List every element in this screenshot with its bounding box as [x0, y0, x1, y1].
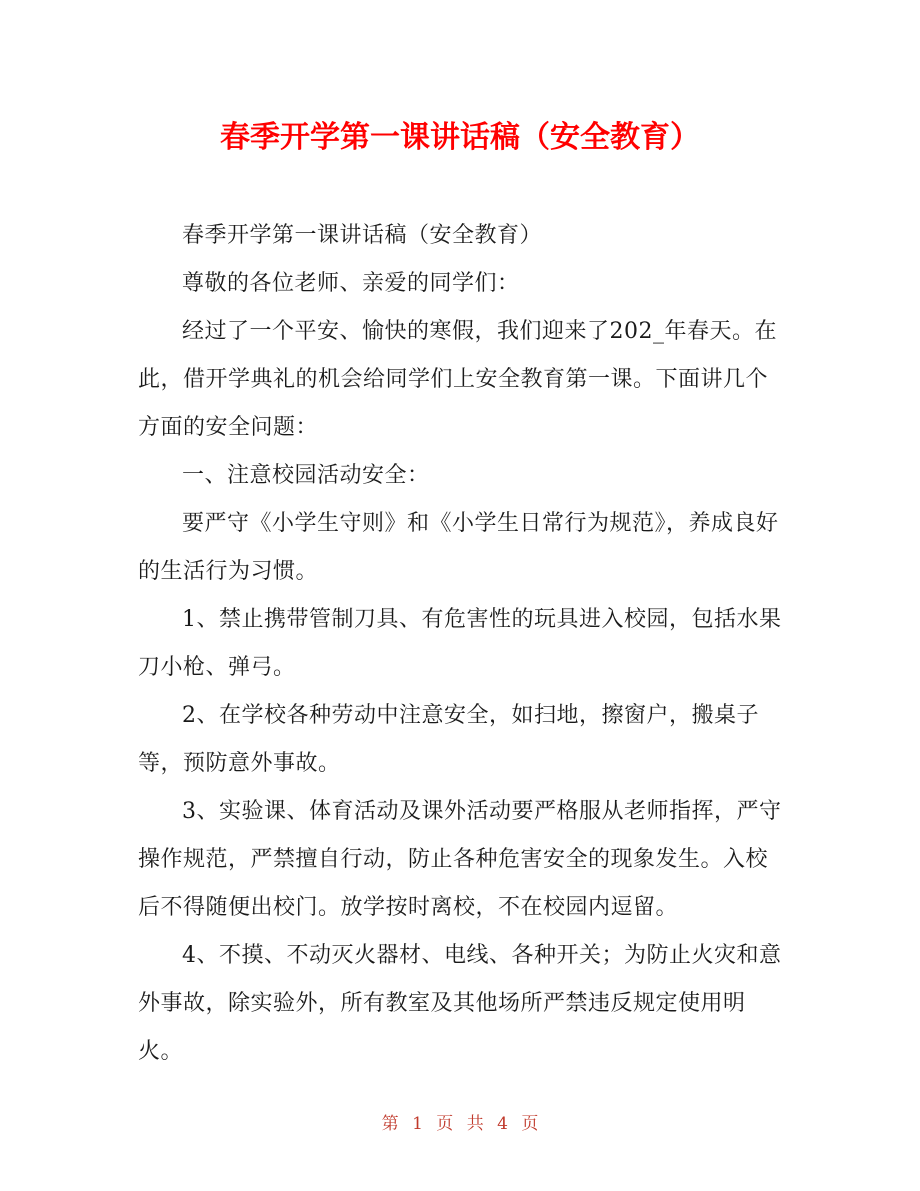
paragraph-section-one: 一、注意校园活动安全：: [182, 463, 430, 488]
footer-suffix: 页: [521, 1114, 539, 1134]
footer-page-unit: 页: [436, 1114, 454, 1134]
footer-prefix: 第: [381, 1114, 399, 1134]
paragraph-rules: 要严守《小学生守则》和《小学生日常行为规范》，养成良好的生活行为习惯。: [138, 511, 779, 584]
footer-current-page: 1: [412, 1114, 423, 1134]
paragraph-item-4: 4、不摸、不动灭火器材、电线、各种开关；为防止火灾和意外事故，除实验外，所有教室及其他场所严禁违反规定使用明火。: [138, 943, 782, 1064]
paragraph-salutation: 尊敬的各位老师、亲爱的同学们：: [182, 271, 520, 296]
document-body: [138, 212, 784, 1076]
paragraph-intro: 经过了一个平安、愉快的寒假，我们迎来了202_年春天。在此，借开学典礼的机会给同学们上安全教育第一课。下面讲几个方面的安全问题：: [138, 319, 777, 440]
paragraph-item-3: 3、实验课、体育活动及课外活动要严格服从老师指挥，严守操作规范，严禁擅自行动，防止各种危害安全的现象发生。入校后不得随便出校门。放学按时离校，不在校园内逗留。: [138, 799, 782, 920]
page-footer: [0, 1110, 920, 1138]
paragraph-item-2: 2、在学校各种劳动中注意安全，如扫地，擦窗户，搬桌子等，预防意外事故。: [138, 703, 759, 776]
footer-total-pages: 4: [497, 1114, 508, 1134]
paragraph-item-1: 1、禁止携带管制刀具、有危害性的玩具进入校园，包括水果刀小枪、弹弓。: [138, 607, 782, 680]
paragraph-heading: 春季开学第一课讲话稿（安全教育）: [182, 223, 543, 248]
footer-total-label: 共: [466, 1114, 484, 1134]
document-title: 春季开学第一课讲话稿（安全教育）: [220, 120, 700, 155]
